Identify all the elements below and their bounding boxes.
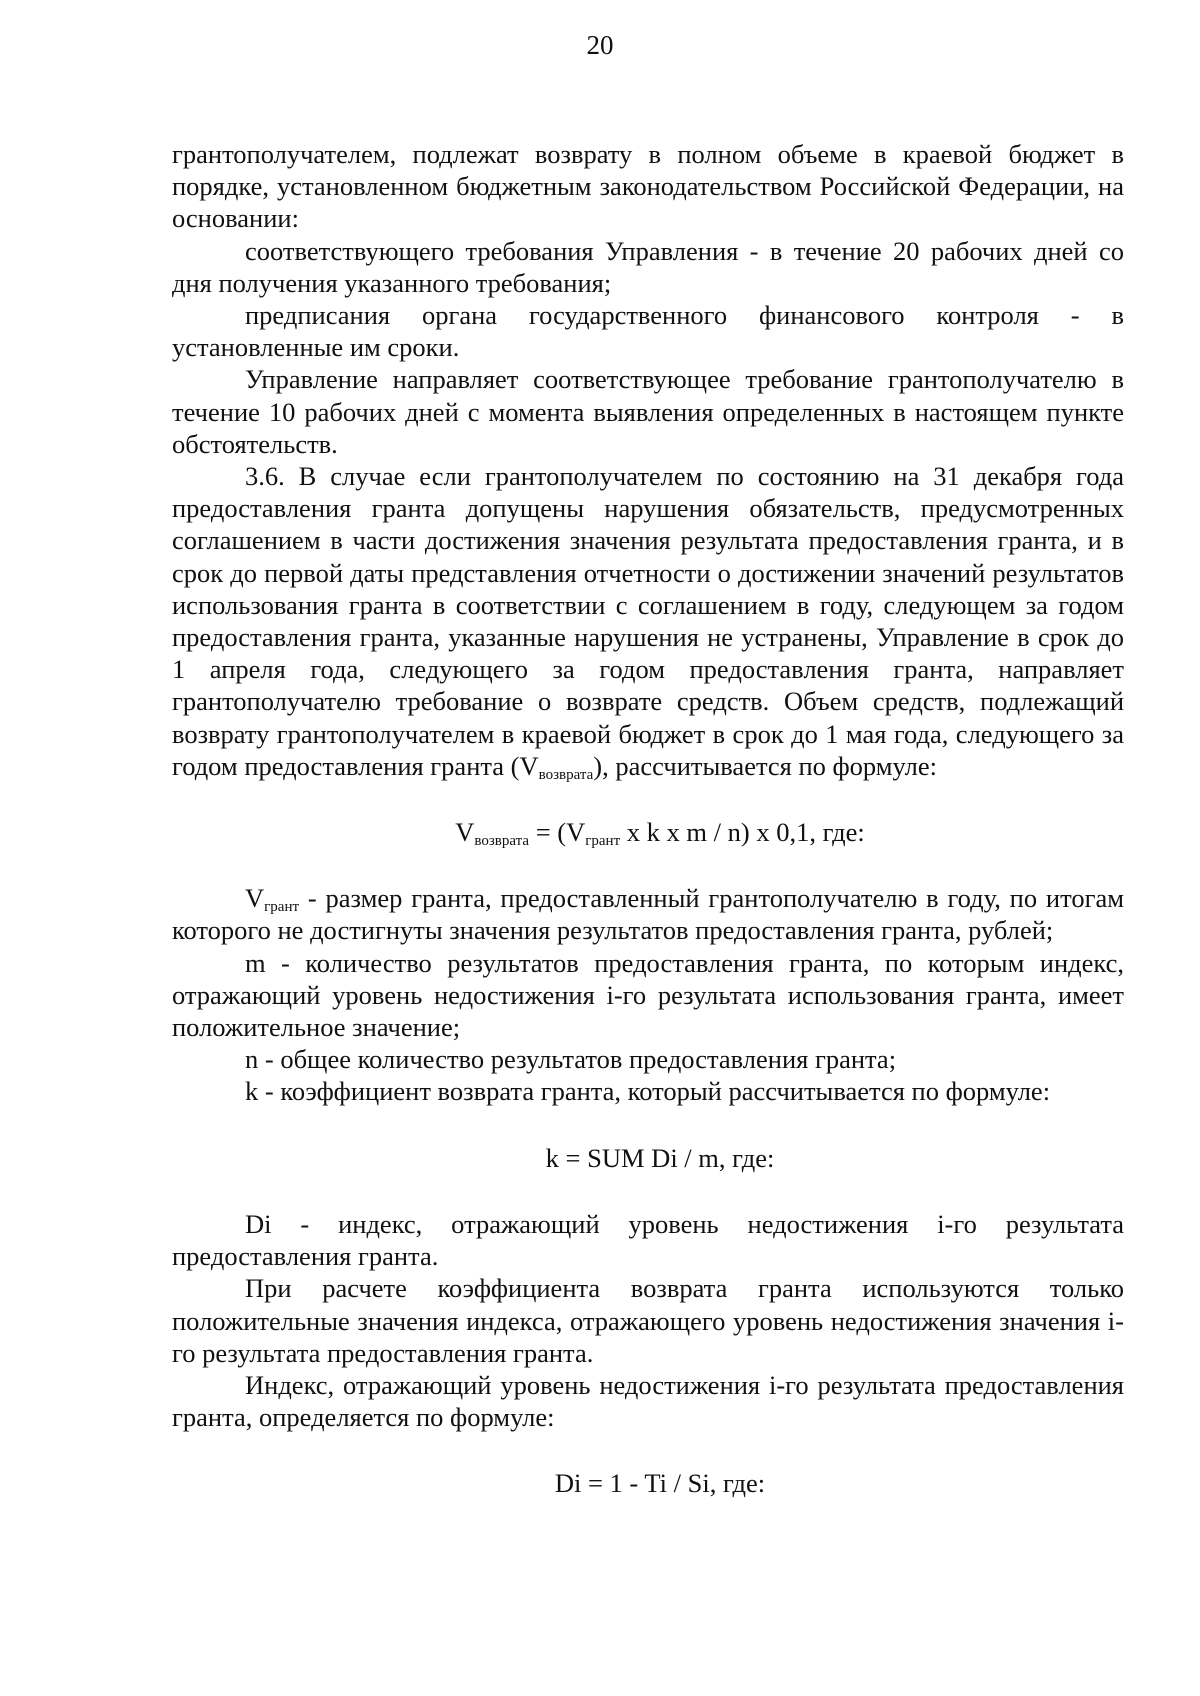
paragraph: грантополучателем, подлежат возврату в полном объеме в краевой бюджет в порядке, установленном бюджетным законодательством Российской Федерации, на основании: (172, 139, 1124, 234)
def-symbol: V (245, 883, 265, 914)
formula-lhs: V (455, 817, 475, 848)
formula-di: Di = 1 - Ti / Si, где: (554, 1468, 766, 1499)
paragraph: соответствующего требования Управления - в течение 20 рабочих дней со дня получения указанного требования; (172, 235, 1124, 298)
formula-mid: = (V (529, 817, 586, 848)
paragraph-tail: ), рассчитывается по формуле: (593, 750, 937, 781)
paragraph: Индекс, отражающий уровень недостижения i-го результата предоставления гранта, определяется по формуле: (172, 1369, 1124, 1433)
document-body (172, 138, 1124, 1500)
definition-n: n - общее количество результатов предоставления гранта; (245, 1044, 897, 1075)
formula-mid-subscript: грант (585, 833, 621, 850)
def-symbol-subscript: грант (264, 899, 300, 916)
definition-m: m - количество результатов предоставления гранта, по которым индекс, отражающий уровень недостижения i-го результата использования гранта, имеет положительное значение; (172, 947, 1124, 1043)
def-text: - размер гранта, предоставленный грантополучателю в году, по итогам которого не достигнуты значения результатов предоставления гранта, рублей; (172, 883, 1124, 946)
formula-k: k = SUM Di / m, где: (545, 1142, 775, 1173)
v-return-subscript: возврата (538, 766, 594, 783)
page-number: 20 (586, 30, 614, 60)
formula-lhs-subscript: возврата (474, 833, 530, 850)
definition-v-grant (172, 882, 1124, 946)
paragraph: предписания органа государственного финансового контроля - в установленные им сроки. (172, 300, 1124, 363)
paragraph: При расчете коэффициента возврата гранта используются только положительные значения индекса, отражающего уровень недостижения значения i-го результата предоставления гранта. (172, 1273, 1124, 1368)
v-return-open: (V (510, 750, 539, 781)
paragraph-3-6 (172, 460, 1124, 782)
formula-v-return (172, 816, 1124, 848)
paragraph-text: 3.6. В случае если грантополучателем по состоянию на 31 декабря года предоставления гранта допущены нарушения обязательств, предусмотренных соглашением в части достижения значения результата предоставления гранта, и в срок до первой даты представления отчетности о достижении значений результатов использования гранта в соответствии с соглашением в году, следующем за годом предоставления гранта, указанные нарушения не устранены, Управление в срок до 1 апреля года, следующего за годом предоставления гранта, направляет грантополучателю требование о возврате средств. Объем средств, подлежащий возврату грантополучателем в краевой бюджет в срок до 1 мая года, следующего за годом предоставления гранта (172, 461, 1124, 781)
paragraph: Управление направляет соответствующее требование грантополучателю в течение 10 рабочих дней с момента выявления определенных в настоящем пункте обстоятельств. (172, 364, 1124, 459)
definition-k: k - коэффициент возврата гранта, который рассчитывается по формуле: (245, 1076, 1051, 1107)
definition-di: Di - индекс, отражающий уровень недостижения i-го результата предоставления гранта. (172, 1208, 1124, 1272)
formula-rest: x k x m / n) x 0,1, где: (620, 817, 865, 848)
